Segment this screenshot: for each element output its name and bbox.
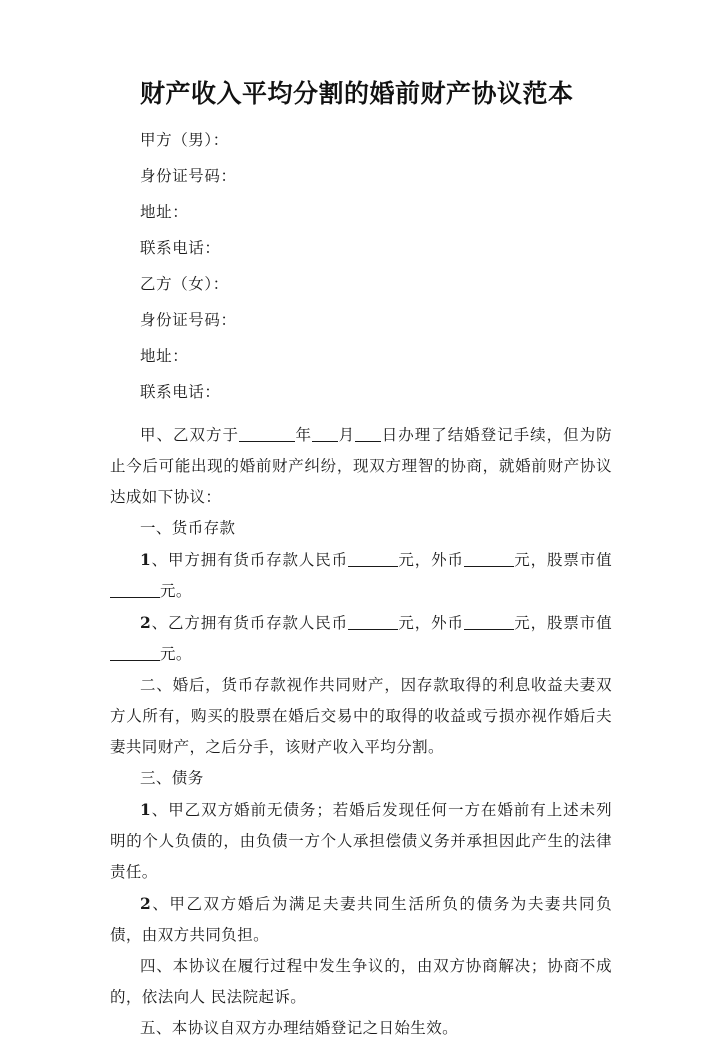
unit-foreign-currency: 元，外币 [397,614,464,632]
blank-stock-amount [110,583,160,598]
document-body [110,74,612,1044]
label-year: 年 [294,426,313,444]
preamble-text-end: 办理了结婚登记手续，但为防止今后可能出现的婚前财产纠纷，现双方理智的协商，就婚前财产协议达成如下协议： [110,426,613,506]
section-three-item-2 [110,888,612,951]
section-three-item-1 [110,794,612,888]
unit-stock-value: 元，股票市值 [513,551,612,569]
item-marker: 1 [140,550,152,569]
item-marker: 2 [140,894,152,913]
blank-year [239,427,295,442]
item-text: 、甲乙双方婚后为满足夫妻共同生活所负的债务为夫妻共同负债，由双方共同负担。 [110,895,612,944]
preamble-paragraph [110,420,612,513]
unit-foreign-currency: 元，外币 [397,551,464,569]
field-party-a-phone: 联系电话： [140,239,221,257]
blank-stock-amount [110,646,160,661]
field-party-a-name: 甲方（男）： [140,131,229,149]
unit-end: 元。 [160,582,192,600]
unit-stock-value: 元，股票市值 [513,614,612,632]
field-party-b-phone: 联系电话： [140,383,221,401]
unit-end: 元。 [160,645,192,663]
section-one-item-1 [110,544,612,607]
preamble-text-start: 甲、乙双方于 [140,426,239,444]
field-party-b-address: 地址： [140,347,189,365]
section-four-paragraph: 四、本协议在履行过程中发生争议的，由双方协商解决；协商不成的，依法向人 民法院起诉。 [110,957,612,1006]
item-marker: 2 [140,613,152,632]
label-month: 月 [338,426,356,444]
field-party-b-id: 身份证号码： [140,311,237,329]
field-party-a-id: 身份证号码： [140,167,237,185]
blank-foreign-amount [464,552,514,567]
section-two-paragraph: 二、婚后，货币存款视作共同财产，因存款取得的利息收益夫妻双方人所有，购买的股票在婚后交易中的取得的收益或亏损亦视作婚后夫妻共同财产，之后分手，该财产收入平均分割。 [110,676,612,756]
section-one-heading: 一、货币存款 [140,519,236,537]
label-day: 日 [381,426,399,444]
field-party-b-name: 乙方（女）： [140,275,229,293]
section-three-heading: 三、债务 [140,769,204,787]
item-text: 、甲方拥有货币存款人民币 [151,551,348,569]
blank-rmb-amount [348,552,398,567]
section-five-paragraph: 五、本协议自双方办理结婚登记之日始生效。 [140,1019,459,1037]
blank-month [312,427,338,442]
item-text: 、乙方拥有货币存款人民币 [151,614,348,632]
section-one-item-2 [110,607,612,670]
item-text: 、甲乙双方婚前无债务；若婚后发现任何一方在婚前有上述未列明的个人负债的，由负债一方个人承担偿债义务并承担因此产生的法律责任。 [110,801,612,881]
blank-foreign-amount [464,615,514,630]
blank-day [355,427,381,442]
field-party-a-address: 地址： [140,203,189,221]
item-marker: 1 [140,800,152,819]
blank-rmb-amount [348,615,398,630]
page-title: 财产收入平均分割的婚前财产协议范本 [140,79,574,108]
